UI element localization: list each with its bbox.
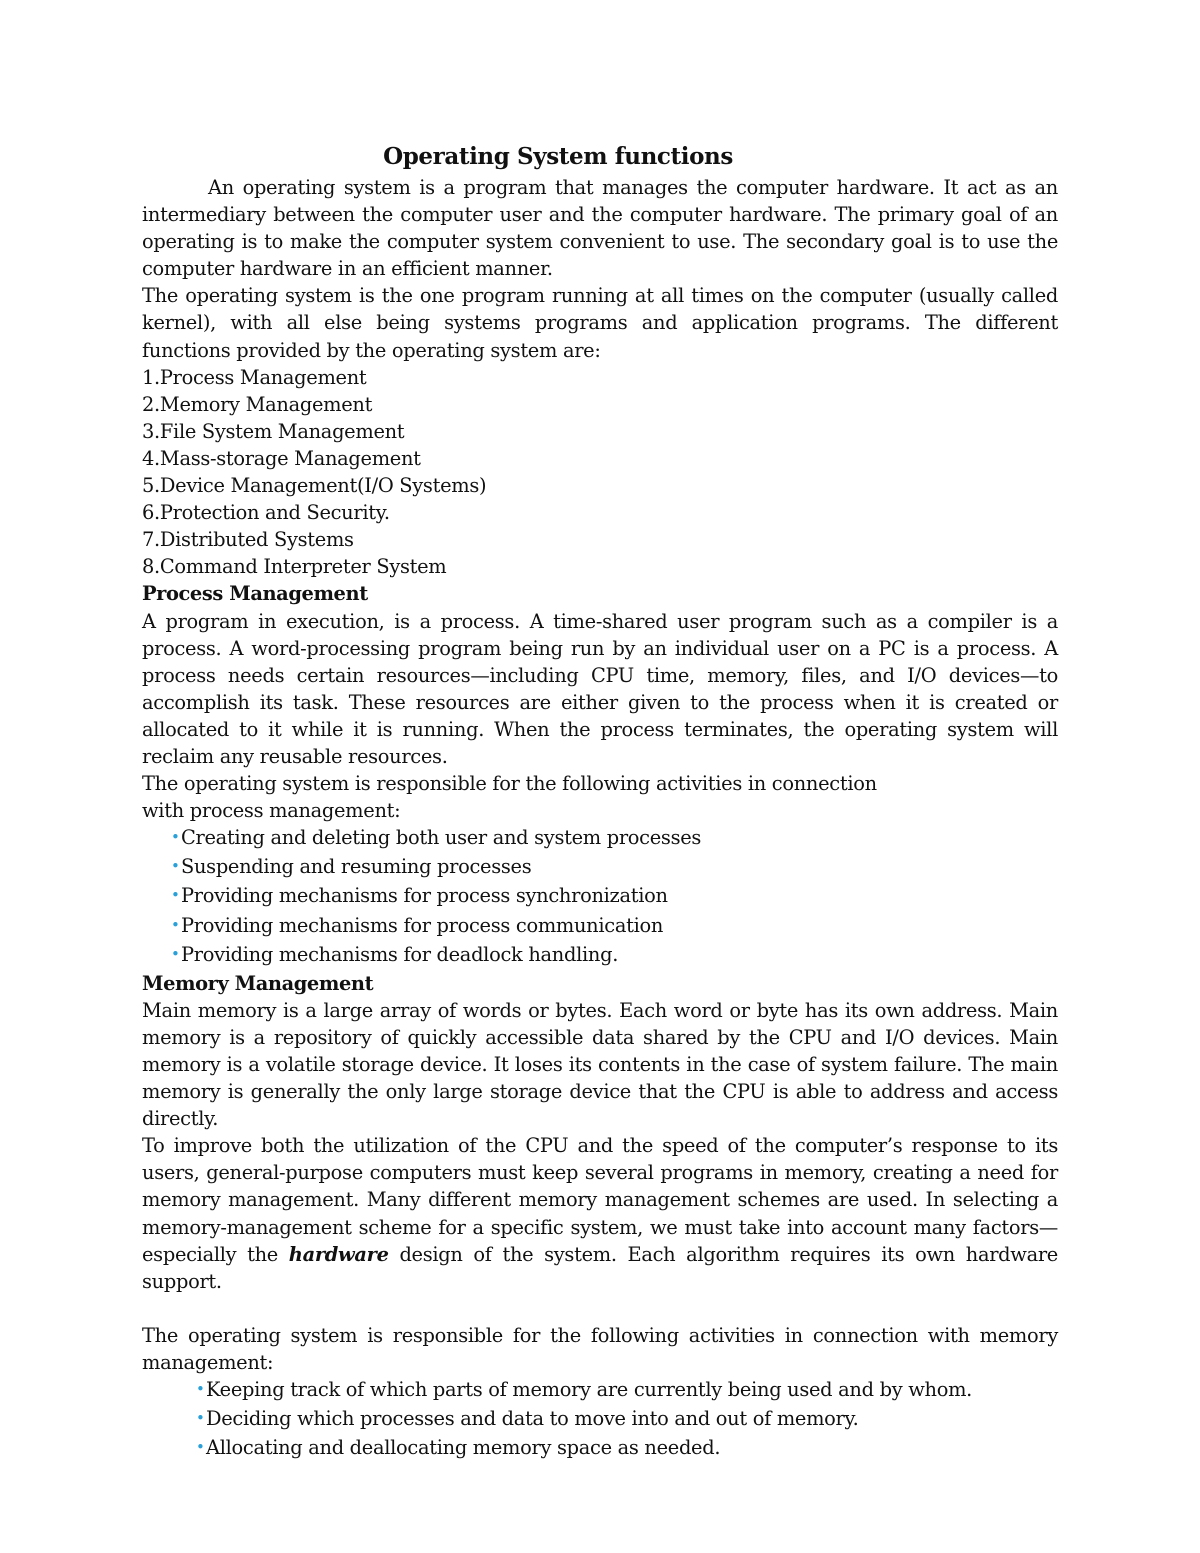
intro-paragraph-2: The operating system is the one program running at all times on the computer (usually called kernel), with all else being systems programs and application programs. The different functions provided by the operating system are: xyxy=(142,284,1058,362)
list-item xyxy=(171,941,1058,970)
bullet-icon: • xyxy=(196,1438,205,1457)
list-item: 7.Distributed Systems xyxy=(142,528,354,552)
bullet-icon: • xyxy=(171,857,180,876)
bullet-icon: • xyxy=(171,886,180,905)
list-item: 2.Memory Management xyxy=(142,392,373,416)
bullet-icon: • xyxy=(196,1409,205,1428)
list-item-text: Keeping track of which parts of memory are currently being used and by whom. xyxy=(206,1378,973,1402)
list-item-text: Providing mechanisms for deadlock handling. xyxy=(181,942,619,966)
list-item xyxy=(171,824,1058,853)
memory-paragraph-1: Main memory is a large array of words or bytes. Each word or byte has its own address. Main memory is a repository of quickly accessible data shared by the CPU and I/O devices. Main memory is a volatile storage device. It loses its contents in the case of system failure. The main memory is generally the only large storage device that the CPU is able to address and access directly. xyxy=(142,998,1058,1131)
list-item xyxy=(196,1405,1058,1434)
memory-paragraph-3: The operating system is responsible for the following activities in connection with memory management: xyxy=(142,1323,1058,1375)
memory-paragraph-2-end: design of the system. Each algorithm requires its own hardware support. xyxy=(142,1242,1058,1293)
process-paragraph-2-line-1: The operating system is responsible for the following activities in connection xyxy=(142,772,877,796)
memory-management-heading: Memory Management xyxy=(142,971,374,995)
hardware-emphasis: hardware xyxy=(288,1242,389,1266)
bullet-icon: • xyxy=(171,915,180,934)
memory-paragraph-2 xyxy=(142,1132,1058,1295)
process-activities-list xyxy=(142,824,1058,969)
list-item-text: Creating and deleting both user and system processes xyxy=(181,826,702,850)
bullet-icon: • xyxy=(196,1380,205,1399)
document-page xyxy=(142,140,1058,1463)
list-item-text: Providing mechanisms for process synchronization xyxy=(181,884,668,908)
list-item: 1.Process Management xyxy=(142,365,367,389)
list-item: 3.File System Management xyxy=(142,419,405,443)
memory-paragraph-2-text: To improve both the utilization of the CPU and the speed of the computer’s response to its users, general-purpose computers must keep several programs in memory, creating a need for memory management. Many different memory management schemes are used. In selecting a memory-management scheme for a specific system, we must take into account many factors—especially the xyxy=(142,1134,1058,1266)
process-paragraph-1: A program in execution, is a process. A time-shared user program such as a compiler is a process. A word-processing program being run by an individual user on a PC is a process. A process needs certain resources—including CPU time, memory, files, and I/O devices—to accomplish its task. These resources are either given to the process when it is created or allocated to it while it is running. When the process terminates, the operating system will reclaim any reusable resources. xyxy=(142,609,1058,768)
list-item: 5.Device Management(I/O Systems) xyxy=(142,474,487,498)
list-item xyxy=(171,882,1058,911)
process-paragraph-2-line-2: with process management: xyxy=(142,799,401,823)
list-item-text: Deciding which processes and data to move into and out of memory. xyxy=(206,1407,859,1431)
list-item xyxy=(171,912,1058,941)
list-item: 6.Protection and Security. xyxy=(142,501,390,525)
list-item xyxy=(171,853,1058,882)
bullet-icon: • xyxy=(171,828,180,847)
list-item-text: Allocating and deallocating memory space as needed. xyxy=(206,1436,721,1460)
title-text: Operating System functions xyxy=(383,143,733,170)
blank-line xyxy=(142,1295,1058,1322)
functions-list xyxy=(142,364,1058,581)
list-item-text: Suspending and resuming processes xyxy=(181,855,532,879)
list-item xyxy=(196,1376,1058,1405)
list-item: 8.Command Interpreter System xyxy=(142,555,447,579)
memory-activities-list xyxy=(142,1376,1058,1463)
list-item-text: Providing mechanisms for process communication xyxy=(181,913,664,937)
intro-paragraph-1: An operating system is a program that manages the computer hardware. It act as an intermediary between the computer user and the computer hardware. The primary goal of an operating is to make the computer system convenient to use. The secondary goal is to use the computer hardware in an efficient manner. xyxy=(142,176,1058,281)
process-management-heading: Process Management xyxy=(142,582,368,606)
list-item xyxy=(196,1434,1058,1463)
list-item: 4.Mass-storage Management xyxy=(142,446,421,470)
bullet-icon: • xyxy=(171,944,180,963)
document-title xyxy=(142,140,1058,174)
